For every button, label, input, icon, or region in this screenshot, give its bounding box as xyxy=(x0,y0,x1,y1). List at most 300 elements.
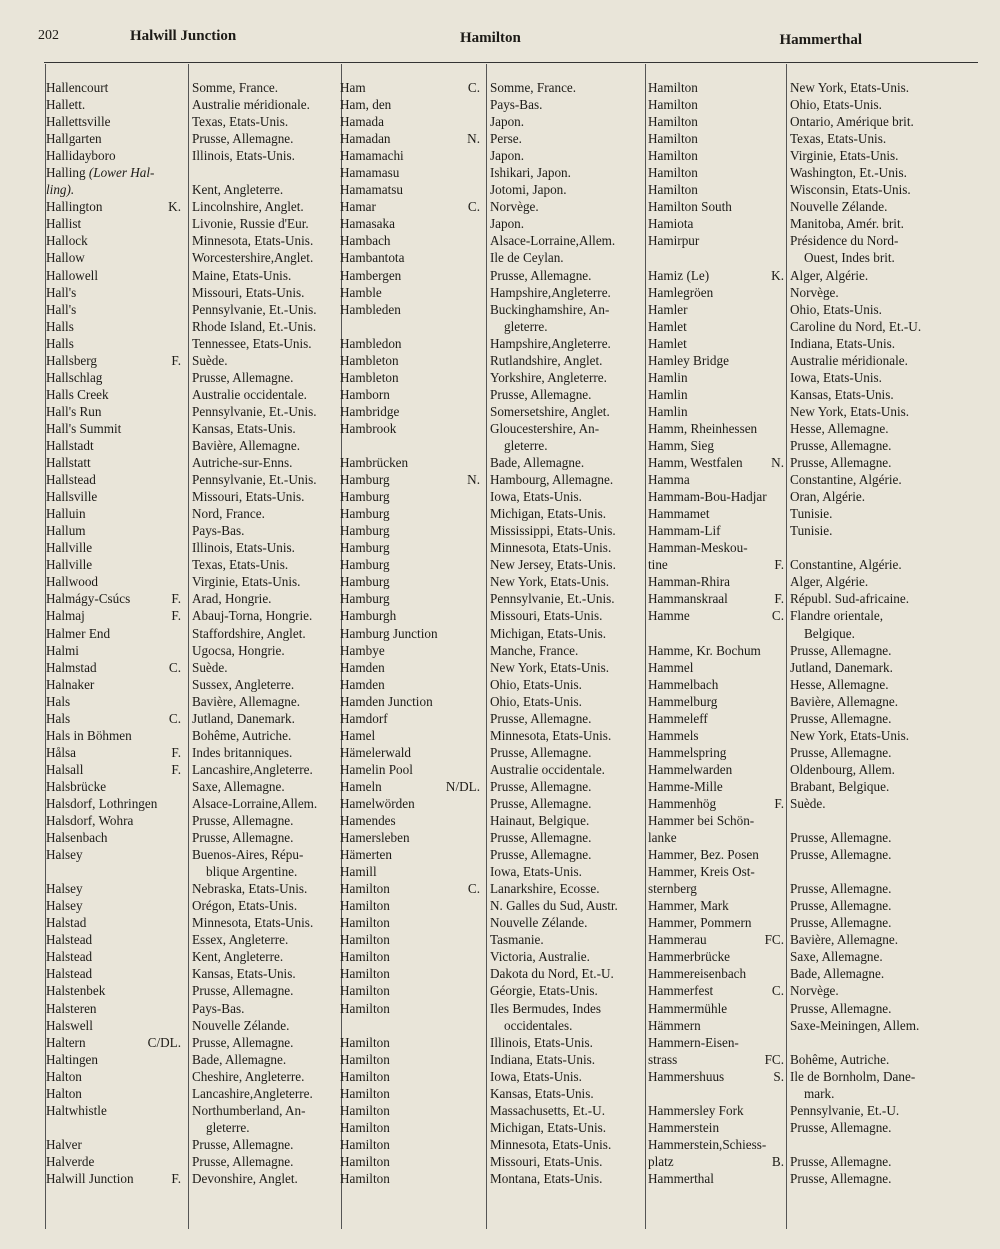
entry-row xyxy=(340,352,650,369)
entry-name xyxy=(46,693,70,710)
entry-row xyxy=(46,1102,346,1136)
entry-place-line: Michigan, Etats-Unis. xyxy=(490,506,607,522)
entry-place-line: Prusse, Allemagne. xyxy=(490,830,592,846)
entry-place-line: Michigan, Etats-Unis. xyxy=(490,625,607,641)
entry-place-line: gleterre. xyxy=(504,318,548,334)
entry-name-line: Hammerstein xyxy=(648,1119,720,1135)
entry-row xyxy=(340,488,650,505)
entry-mark: C. xyxy=(467,199,480,215)
entry-row xyxy=(648,931,958,948)
entry-name xyxy=(340,863,377,880)
entry-name-line: Hallstatt xyxy=(46,455,91,471)
entry-place xyxy=(192,897,297,914)
entry-place xyxy=(192,113,288,130)
entry-name-line: Halls Creek xyxy=(46,386,109,402)
entry-row xyxy=(340,79,650,96)
entry-place-line: Orégon, Etats-Unis. xyxy=(192,898,298,914)
entry-place-line: Oldenbourg, Allem. xyxy=(790,761,895,777)
entry-place xyxy=(790,232,898,266)
entry-mark: FC. xyxy=(764,1051,784,1067)
entry-name xyxy=(46,318,74,335)
entry-row xyxy=(648,1000,958,1017)
entry-name xyxy=(648,471,690,488)
entry-name xyxy=(648,607,690,624)
entry-place xyxy=(490,795,591,812)
entry-name-line: Hamburg xyxy=(340,489,390,505)
entry-place xyxy=(790,778,889,795)
entry-row xyxy=(46,403,346,420)
entry-row xyxy=(46,147,346,164)
entry-place-line: Brabant, Belgique. xyxy=(790,778,890,794)
entry-place xyxy=(490,284,611,301)
entry-place-line: Lincolnshire, Anglet. xyxy=(192,199,304,215)
entry-name-line: Hamm, Sieg xyxy=(648,437,714,453)
entry-row xyxy=(648,642,958,659)
entry-row xyxy=(648,710,958,727)
entry-row xyxy=(340,607,650,624)
entry-place xyxy=(490,1000,601,1034)
entry-row xyxy=(46,284,346,301)
entry-name xyxy=(648,914,751,931)
entry-name xyxy=(648,130,698,147)
entry-row xyxy=(340,727,650,744)
entry-name xyxy=(340,284,382,301)
entry-row xyxy=(46,249,346,266)
entry-place xyxy=(490,863,582,880)
entry-name xyxy=(648,79,698,96)
entry-name xyxy=(340,164,399,181)
entry-place-line: Gloucestershire, An- xyxy=(490,420,600,436)
entry-row xyxy=(46,318,346,335)
entry-row xyxy=(46,607,346,624)
entry-place-line: Minnesota, Etats-Unis. xyxy=(192,915,314,931)
entry-place xyxy=(490,659,609,676)
entry-name-line: sternberg xyxy=(648,881,697,897)
entry-name-line: Hamelwörden xyxy=(340,795,415,811)
entry-place-line: Texas, Etats-Unis. xyxy=(192,557,289,573)
entry-place xyxy=(490,590,615,607)
entry-place-line: Kansas, Etats-Unis. xyxy=(192,420,296,436)
entry-place-line: Hesse, Allemagne. xyxy=(790,676,889,692)
entry-place xyxy=(490,215,524,232)
entry-row xyxy=(340,164,650,181)
entry-name-line: Hamlin xyxy=(648,369,688,385)
entry-place-line: New Jersey, Etats-Unis. xyxy=(490,557,616,573)
entry-place xyxy=(790,147,898,164)
entry-name xyxy=(46,1017,93,1034)
entry-place xyxy=(490,812,589,829)
entry-mark: FC. xyxy=(764,932,784,948)
entry-row xyxy=(340,846,650,863)
entry-row xyxy=(46,335,346,352)
entry-place-line: Républ. Sud-africaine. xyxy=(790,591,910,607)
entry-row xyxy=(340,539,650,556)
entry-place-line: Tasmanie. xyxy=(490,932,544,948)
entry-row xyxy=(340,181,650,198)
entry-name-line: Hamilton xyxy=(648,165,698,181)
entry-name-line: Hammeleff xyxy=(648,710,708,726)
entry-name xyxy=(46,744,76,761)
entry-place-line: Australie occidentale. xyxy=(192,386,307,402)
entry-place-line: Illinois, Etats-Unis. xyxy=(192,540,295,556)
entry-place-line: Iles Bermudes, Indes xyxy=(490,1000,601,1016)
entry-name-line: Hamamachi xyxy=(340,148,404,164)
entry-place-line: Prusse, Allemagne. xyxy=(192,369,294,385)
entry-row xyxy=(46,1068,346,1085)
entry-row xyxy=(340,1068,650,1085)
entry-row xyxy=(46,215,346,232)
entry-row xyxy=(340,386,650,403)
entry-name-line: Hallum xyxy=(46,523,86,539)
entry-row xyxy=(648,130,958,147)
entry-name xyxy=(648,96,698,113)
entry-row xyxy=(648,420,958,437)
entry-place xyxy=(192,778,285,795)
entry-name xyxy=(340,232,391,249)
entry-name xyxy=(340,1068,390,1085)
entry-place-line: Australie méridionale. xyxy=(192,97,310,113)
entry-name xyxy=(46,96,85,113)
entry-name-line: Hammer bei Schön- xyxy=(648,813,755,829)
entry-name-line: Hamilton xyxy=(340,881,390,897)
entry-place xyxy=(192,659,228,676)
entry-row xyxy=(46,778,346,795)
entry-name-line: lanke xyxy=(648,830,677,846)
entry-row xyxy=(340,829,650,846)
entry-place xyxy=(490,471,613,488)
entry-name-line: Hambergen xyxy=(340,267,402,283)
entry-row xyxy=(340,420,650,454)
entry-name-line: Hamel xyxy=(340,727,376,743)
entry-row xyxy=(648,1170,958,1187)
entry-name xyxy=(340,607,396,624)
entry-place-line: Prusse, Allemagne. xyxy=(192,1136,294,1152)
entry-row xyxy=(46,267,346,284)
entry-row xyxy=(46,727,346,744)
entry-name xyxy=(648,301,688,318)
entry-name xyxy=(46,931,92,948)
entry-name xyxy=(46,284,76,301)
entry-place xyxy=(192,1068,304,1085)
entry-place-line: Pennsylvanie, Et.-Unis. xyxy=(192,472,317,488)
entry-row xyxy=(648,863,958,897)
entry-name xyxy=(340,812,396,829)
entry-place-line: Ishikari, Japon. xyxy=(490,165,571,181)
entry-name-line: Hambach xyxy=(340,233,391,249)
entry-name xyxy=(648,267,709,284)
entry-name xyxy=(648,522,721,539)
entry-name-line: Hamborn xyxy=(340,386,390,402)
entry-place xyxy=(192,471,317,488)
entry-name-line: Hålsa xyxy=(46,744,77,760)
entry-row xyxy=(340,403,650,420)
entry-place-line: Géorgie, Etats-Unis. xyxy=(490,983,598,999)
entry-row xyxy=(46,625,346,642)
entry-name xyxy=(46,710,70,727)
entry-name-line: Hals xyxy=(46,693,71,709)
entry-name xyxy=(46,301,76,318)
entry-row xyxy=(340,113,650,130)
entry-place xyxy=(192,1153,293,1170)
entry-place-line: Texas, Etats-Unis. xyxy=(790,131,887,147)
entry-row xyxy=(340,1119,650,1136)
entry-place-line: Essex, Angleterre. xyxy=(192,932,289,948)
entry-place xyxy=(790,897,891,914)
entry-name-line: Hammelspring xyxy=(648,744,727,760)
entry-row xyxy=(340,590,650,607)
entry-name-line: Halverde xyxy=(46,1153,95,1169)
entry-place xyxy=(192,386,307,403)
entry-place-line: Prusse, Allemagne. xyxy=(790,744,892,760)
entry-name xyxy=(46,727,132,744)
entry-place-line: Belgique. xyxy=(804,625,855,641)
entry-mark: C. xyxy=(467,881,480,897)
entry-place xyxy=(490,335,611,352)
entry-name-line: Halmstad xyxy=(46,659,97,675)
entry-name xyxy=(46,1051,98,1068)
entry-name-line: Hamdorf xyxy=(340,710,388,726)
entry-place xyxy=(490,1034,593,1051)
entry-place xyxy=(192,982,293,999)
entry-name xyxy=(340,676,385,693)
entry-place-line: Michigan, Etats-Unis. xyxy=(490,1119,607,1135)
entry-name xyxy=(648,403,688,420)
entry-name xyxy=(340,727,375,744)
entry-place-line: Suède. xyxy=(192,352,228,368)
entry-place xyxy=(192,1000,244,1017)
entry-row xyxy=(340,693,650,710)
entry-place-line: Minnesota, Etats-Unis. xyxy=(490,1136,612,1152)
entry-place-line: Prusse, Allemagne. xyxy=(790,847,892,863)
entry-row xyxy=(340,573,650,590)
entry-name-line: Hallstead xyxy=(46,472,96,488)
entry-name-line: Hamilton xyxy=(340,915,390,931)
entry-row xyxy=(340,1085,650,1102)
entry-place-line: Ohio, Etats-Unis. xyxy=(790,301,882,317)
entry-name xyxy=(340,965,390,982)
entry-row xyxy=(648,267,958,284)
entry-name-line: Hamar xyxy=(340,199,376,215)
entry-row xyxy=(46,369,346,386)
entry-place xyxy=(490,1153,602,1170)
entry-row xyxy=(648,982,958,999)
entry-name-line: Hammern-Eisen- xyxy=(648,1034,739,1050)
entry-place-line: Prusse, Allemagne. xyxy=(192,830,294,846)
entry-place-line: Prusse, Allemagne. xyxy=(790,642,892,658)
entry-place xyxy=(490,403,610,420)
entry-place xyxy=(790,659,893,676)
entry-row xyxy=(46,914,346,931)
entry-place-line: Hesse, Allemagne. xyxy=(790,420,889,436)
entry-name-line: Hammer, Mark xyxy=(648,898,729,914)
entry-name-line: Hamiz (Le) xyxy=(648,267,710,283)
entry-place-line: Bavière, Allemagne. xyxy=(790,932,899,948)
entry-row xyxy=(340,982,650,999)
entry-name xyxy=(340,744,411,761)
entry-place-line: Suède. xyxy=(790,795,826,811)
entry-name-line: Hamlet xyxy=(648,335,687,351)
entry-place-line: Wisconsin, Etats-Unis. xyxy=(790,182,911,198)
entry-name-line: Hallidayboro xyxy=(46,148,116,164)
entry-row xyxy=(46,522,346,539)
entry-name xyxy=(340,948,390,965)
entry-name xyxy=(340,420,396,437)
entry-row xyxy=(46,710,346,727)
entry-place-line: Pennsylvanie, Et.-Unis. xyxy=(490,591,615,607)
entry-place xyxy=(490,1119,606,1136)
entry-place-line: Australie méridionale. xyxy=(790,352,908,368)
entry-place-line: New York, Etats-Unis. xyxy=(790,727,910,743)
entry-place-line: Japon. xyxy=(490,216,525,232)
entry-name-line: Hall's xyxy=(46,284,77,300)
entry-row xyxy=(340,522,650,539)
entry-place xyxy=(790,914,891,931)
entry-name xyxy=(648,335,687,352)
entry-place-line: Prusse, Allemagne. xyxy=(490,778,592,794)
entry-name-line: Hammer, Bez. Posen xyxy=(648,847,759,863)
entry-name xyxy=(648,437,714,454)
entry-name xyxy=(340,147,404,164)
entry-row xyxy=(340,659,650,676)
entry-name-line: Hall's Summit xyxy=(46,420,122,436)
entry-place-line: Bade, Allemagne. xyxy=(790,966,885,982)
entry-name xyxy=(46,249,85,266)
entry-name-line: Hall's xyxy=(46,301,77,317)
entry-name-line: Hamendes xyxy=(340,813,396,829)
entry-name xyxy=(46,642,79,659)
entry-name xyxy=(340,301,401,318)
entry-place-line: Northumberland, An- xyxy=(192,1102,306,1118)
entry-place xyxy=(192,232,313,249)
entry-place-line: Iowa, Etats-Unis. xyxy=(490,489,582,505)
entry-place-line: Hambourg, Allemagne. xyxy=(490,472,614,488)
entry-place xyxy=(490,1085,594,1102)
entry-row xyxy=(340,232,650,249)
entry-name-line: Hamasaka xyxy=(340,216,395,232)
entry-place-line: Alsace-Lorraine,Allem. xyxy=(490,233,616,249)
entry-place-line: Présidence du Nord- xyxy=(790,233,899,249)
entry-place-line: Prusse, Allemagne. xyxy=(790,898,892,914)
entry-name xyxy=(46,79,108,96)
entry-name-line: Hammerbrücke xyxy=(648,949,731,965)
entry-name-line: Hamburg xyxy=(340,574,390,590)
entry-name xyxy=(46,113,110,130)
entry-name xyxy=(46,948,92,965)
entry-name-line: Hamman-Meskou- xyxy=(648,540,748,556)
entry-place xyxy=(192,590,271,607)
entry-place xyxy=(490,198,539,215)
entry-place-line: Ile de Bornholm, Dane- xyxy=(790,1068,916,1084)
entry-place-line: gleterre. xyxy=(206,1119,250,1135)
entry-name xyxy=(46,437,94,454)
entry-row xyxy=(46,454,346,471)
entry-place xyxy=(790,761,895,778)
entry-place xyxy=(790,164,907,181)
entry-row xyxy=(46,659,346,676)
entry-name xyxy=(648,642,761,659)
entry-place-line: Texas, Etats-Unis. xyxy=(192,114,289,130)
entry-row xyxy=(340,130,650,147)
entry-name xyxy=(648,386,688,403)
entry-place xyxy=(790,642,891,659)
entry-name-line: Hammelwarden xyxy=(648,761,733,777)
entry-place xyxy=(790,352,908,369)
entry-name xyxy=(340,573,390,590)
entry-name-line: Hamilton xyxy=(340,898,390,914)
entry-row xyxy=(340,335,650,352)
entry-row xyxy=(648,727,958,744)
entry-name-line: Halnaker xyxy=(46,676,95,692)
entry-place xyxy=(192,948,283,965)
entry-name xyxy=(46,1034,86,1051)
entry-name xyxy=(340,625,438,642)
entry-mark: K. xyxy=(168,199,181,215)
entry-row xyxy=(340,471,650,488)
entry-mark: N. xyxy=(771,455,784,471)
entry-name-line: Halton xyxy=(46,1085,82,1101)
entry-row xyxy=(46,437,346,454)
entry-name xyxy=(340,880,390,897)
entry-mark: F. xyxy=(171,1171,181,1186)
entry-place xyxy=(790,130,886,147)
entry-name-line: Hamilton xyxy=(648,131,698,147)
entry-name-line: Haltern xyxy=(46,1034,86,1050)
entry-name-line: Hamden xyxy=(340,659,385,675)
entry-row xyxy=(340,1102,650,1119)
entry-name-line: Hamble xyxy=(340,284,382,300)
entry-name xyxy=(46,897,83,914)
entry-name-line: Hallowell xyxy=(46,267,99,283)
entry-place xyxy=(490,948,590,965)
entry-place xyxy=(192,1102,306,1136)
entry-name xyxy=(648,727,699,744)
entry-place-line: Jutland, Danemark. xyxy=(790,659,893,675)
entry-name-line: Hamilton xyxy=(340,1085,390,1101)
entry-name xyxy=(46,982,105,999)
entry-row xyxy=(340,880,650,897)
entry-place xyxy=(192,420,296,437)
entry-row xyxy=(648,147,958,164)
entry-name-line: Hamburg xyxy=(340,506,390,522)
entry-name xyxy=(648,710,708,727)
entry-place xyxy=(790,1170,891,1187)
entry-name xyxy=(46,130,102,147)
entry-name-line: Hamley Bridge xyxy=(648,352,729,368)
entry-row xyxy=(46,931,346,948)
entry-name xyxy=(46,232,88,249)
entry-name-line: Hammam-Lif xyxy=(648,523,721,539)
entry-row xyxy=(46,1085,346,1102)
entry-place xyxy=(192,676,294,693)
entry-name-line: tine xyxy=(648,557,668,573)
entry-name-line: Hamilton xyxy=(648,80,698,95)
entry-name-line: Hamilton xyxy=(340,1051,390,1067)
entry-row xyxy=(46,164,346,198)
entry-name xyxy=(340,556,390,573)
entry-place-line: Livonie, Russie d'Eur. xyxy=(192,216,309,232)
entry-place-line: Bavière, Allemagne. xyxy=(790,693,899,709)
entry-row xyxy=(46,761,346,778)
entry-place-line: Kansas, Etats-Unis. xyxy=(790,386,894,402)
entry-place-line: Lancashire,Angleterre. xyxy=(192,761,313,777)
entry-place-line: Kent, Angleterre. xyxy=(192,949,284,965)
entry-place-line: Tennessee, Etats-Unis. xyxy=(192,335,312,351)
entry-place xyxy=(192,369,293,386)
entry-name xyxy=(648,198,732,215)
entry-row xyxy=(648,369,958,386)
entry-name xyxy=(46,659,97,676)
entry-name-line: Hammerthal xyxy=(648,1171,714,1186)
